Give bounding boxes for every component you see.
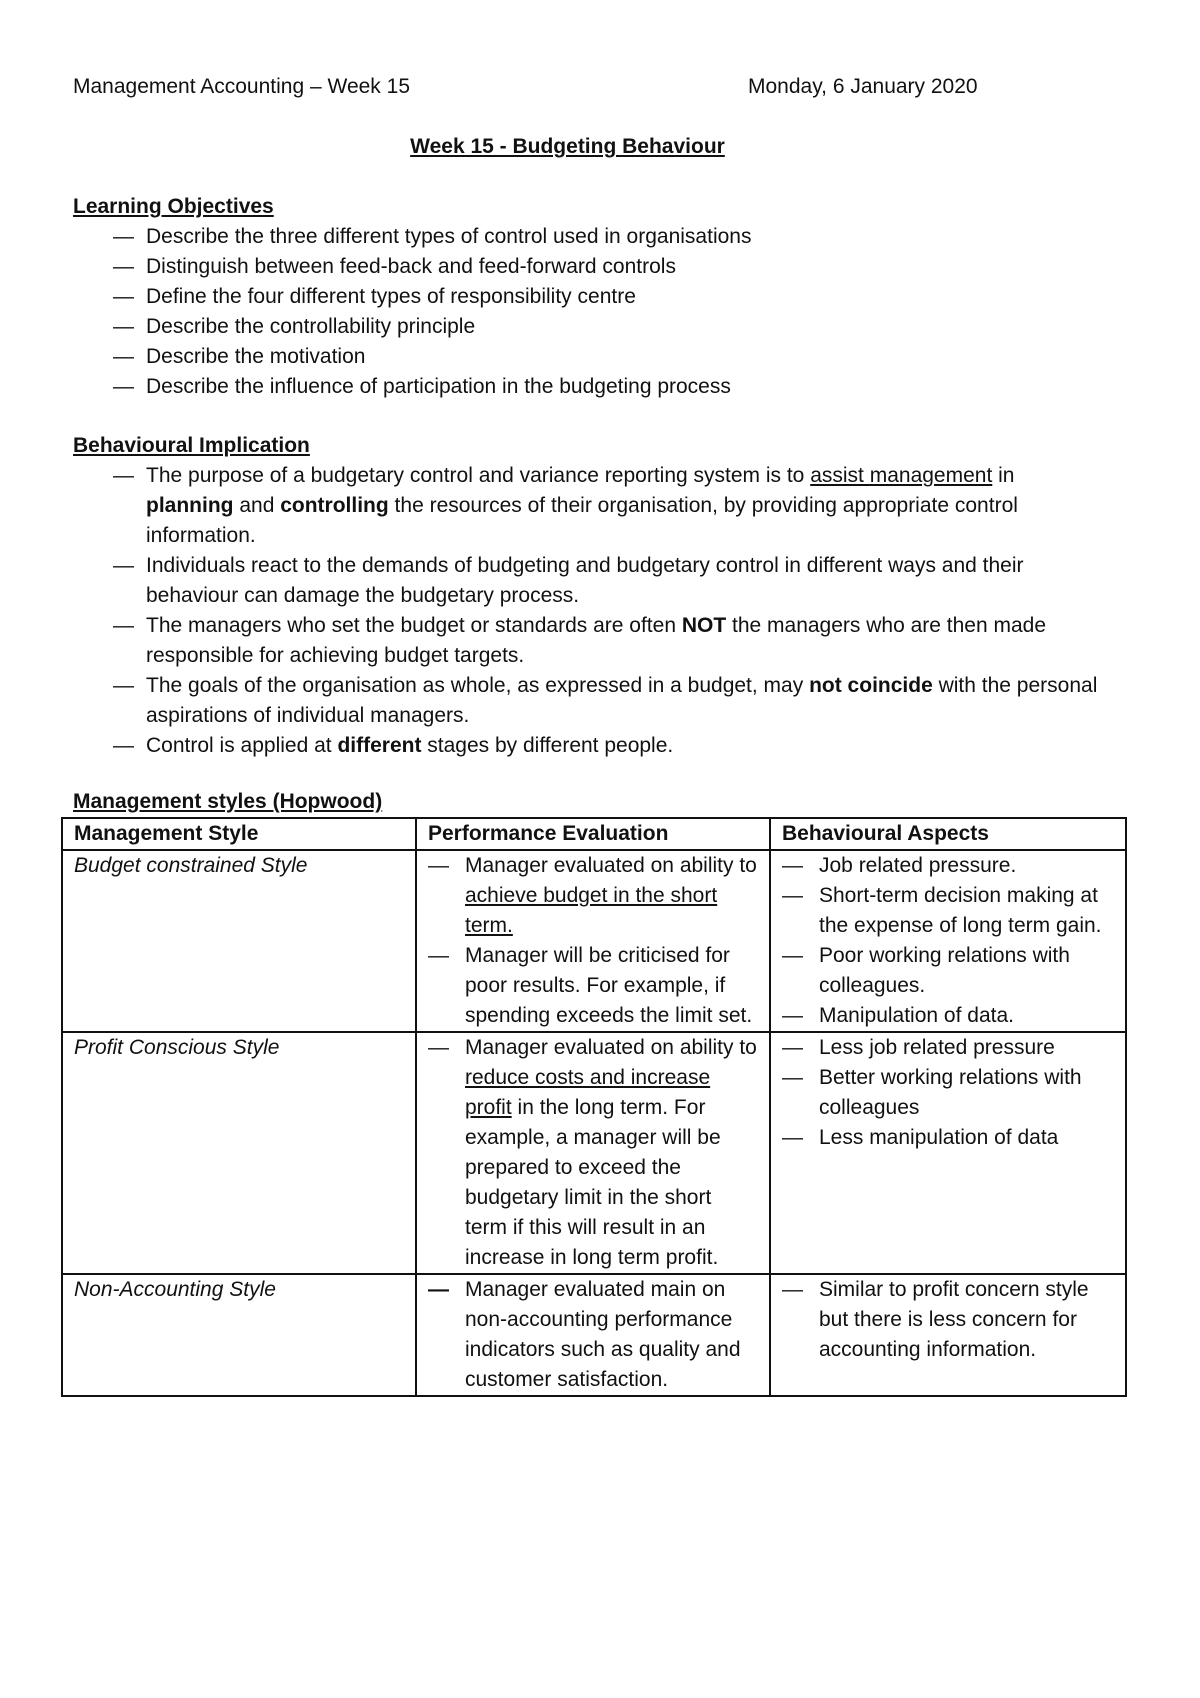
list-item: — Manager will be criticised for poor results. For example, if spending exceeds the limit set. [428,941,759,1031]
style-cell: Non-Accounting Style [62,1274,416,1396]
learning-objectives-list [113,222,1098,402]
list-item: — Distinguish between feed-back and feed-forward controls [113,252,1098,282]
list-item: — Manipulation of data. [782,1001,1115,1031]
management-styles-heading: Management styles (Hopwood) [73,790,383,813]
table-row [62,1032,1126,1274]
dash-bullet: — [782,854,803,877]
list-item: — Poor working relations with colleagues. [782,941,1115,1001]
bold-phrase: different [337,734,422,757]
dash-bullet: — [428,854,449,877]
style-cell: Budget constrained Style [62,850,416,1032]
list-item: — Similar to profit concern style but there is less concern for accounting information. [782,1275,1115,1365]
document-title: Week 15 - Budgeting Behaviour [410,135,725,158]
list-item: — Describe the influence of participation in the budgeting process [113,372,1098,402]
list-item: — The goals of the organisation as whole, as expressed in a budget, may not coincide with the personal aspirations of individual managers. [113,671,1098,731]
bold-phrase: planning [146,494,234,517]
table-header-row [62,818,1126,850]
dash-bullet: — [782,1126,803,1149]
underlined-phrase: achieve budget in the short term. [465,884,718,937]
dash-bullet: — [113,674,134,697]
bold-phrase: not coincide [809,674,933,697]
course-label: Management Accounting – Week 15 [73,75,410,98]
table-row [62,1274,1126,1396]
list-item: — Describe the motivation [113,342,1098,372]
list-item: — Define the four different types of responsibility centre [113,282,1098,312]
style-cell: Profit Conscious Style [62,1032,416,1274]
dash-bullet: — [782,1036,803,1059]
dash-bullet: — [113,614,134,637]
dash-bullet: — [113,285,134,308]
learning-objectives-heading: Learning Objectives [73,195,274,218]
behavioural-implication-list [113,461,1098,761]
column-header: Management Style [62,818,416,850]
dash-bullet: — [782,1278,803,1301]
list-item: — Individuals react to the demands of budgeting and budgetary control in different ways and their behaviour can damage the budgetary process. [113,551,1098,611]
underlined-phrase: assist management [810,464,993,487]
behavioural-implication-heading: Behavioural Implication [73,434,310,457]
dash-bullet: — [428,1278,449,1301]
list-item: — Manager evaluated main on non-accounting performance indicators such as quality and customer satisfaction. [428,1275,759,1395]
dash-bullet: — [113,315,134,338]
list-item: — Manager evaluated on ability to achieve budget in the short term. [428,851,759,941]
list-item: — Describe the controllability principle [113,312,1098,342]
dash-bullet: — [428,944,449,967]
column-header: Performance Evaluation [416,818,770,850]
dash-bullet: — [782,1066,803,1089]
list-item: — Less manipulation of data [782,1123,1115,1153]
underlined-phrase: reduce costs and increase profit [465,1066,711,1119]
column-header: Behavioural Aspects [770,818,1126,850]
list-item: — The purpose of a budgetary control and variance reporting system is to assist management in planning and controlling the resources of their organisation, by providing appropriate control information. [113,461,1098,551]
dash-bullet: — [782,884,803,907]
dash-bullet: — [113,255,134,278]
list-item: — Control is applied at different stages by different people. [113,731,1098,761]
page-header [73,72,1127,102]
date-label: Monday, 6 January 2020 [748,75,978,98]
aspects-cell [770,850,1126,1032]
dash-bullet: — [113,554,134,577]
performance-cell [416,1032,770,1274]
aspects-cell [770,1032,1126,1274]
management-styles-table [61,817,1127,1397]
dash-bullet: — [113,345,134,368]
list-item: — Better working relations with colleagues [782,1063,1115,1123]
performance-cell [416,1274,770,1396]
list-item: — Describe the three different types of control used in organisations [113,222,1098,252]
dash-bullet: — [782,944,803,967]
aspects-cell [770,1274,1126,1396]
dash-bullet: — [113,225,134,248]
list-item: — Less job related pressure [782,1033,1115,1063]
bold-phrase: NOT [681,614,727,637]
list-item: — The managers who set the budget or standards are often NOT the managers who are then made responsible for achieving budget targets. [113,611,1098,671]
list-item: — Manager evaluated on ability to reduce costs and increase profit in the long term. For example, a manager will be prepared to exceed the budgetary limit in the short term if this will result in an increase in long term profit. [428,1033,759,1273]
dash-bullet: — [782,1004,803,1027]
bold-phrase: controlling [280,494,389,517]
list-item: — Job related pressure. [782,851,1115,881]
list-item: — Short-term decision making at the expense of long term gain. [782,881,1115,941]
dash-bullet: — [428,1036,449,1059]
dash-bullet: — [113,464,134,487]
performance-cell [416,850,770,1032]
dash-bullet: — [113,734,134,757]
dash-bullet: — [113,375,134,398]
table-row [62,850,1126,1032]
